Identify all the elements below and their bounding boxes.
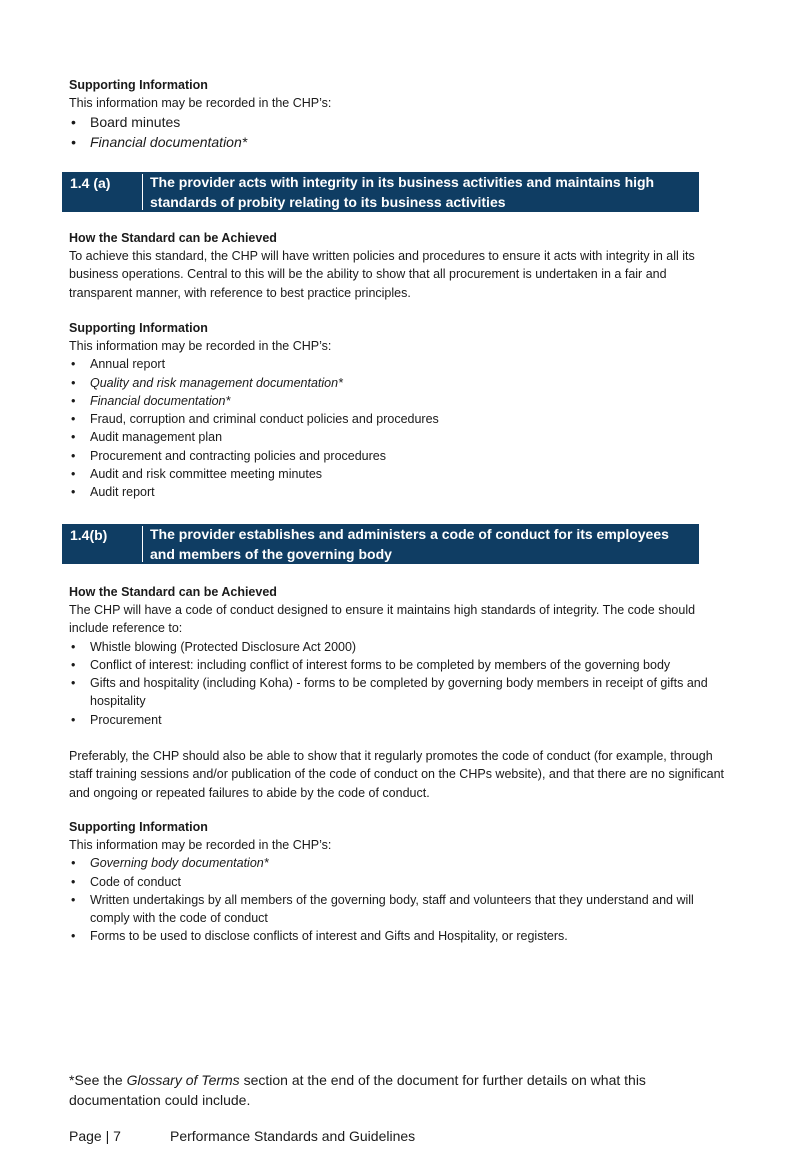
supporting-info-heading: Supporting Information (69, 321, 208, 335)
how-achieved-text: The CHP will have a code of conduct designed to ensure it maintains high standards of integrity. The code should include reference to: (69, 603, 696, 636)
list-item: • Procurement and contracting policies and procedures (69, 447, 729, 465)
supporting-info-intro: This information may be recorded in the CHP’s: (69, 838, 332, 852)
supporting-info-1-4-b (69, 818, 729, 946)
list-item: • Written undertakings by all members of the governing body, staff and volunteers that they understand and will comply with the code of conduct (69, 891, 729, 928)
promotion-paragraph: Preferably, the CHP should also be able to show that it regularly promotes the code of conduct (for example, through staff training sessions and/or publication of the code of conduct on the CHPs website), and that there are no significant and ongoing or repeated failures to abide by the code of conduct. (69, 749, 725, 800)
list-item: • Quality and risk management documentation* (69, 374, 729, 392)
section-header-1-4-b (62, 524, 699, 564)
footnote-text: section at the end of the document for further details on what this documentation could include. (69, 1072, 646, 1108)
page-footer (69, 1126, 416, 1146)
list-item: • Audit and risk committee meeting minutes (69, 465, 729, 483)
supporting-info-list (69, 854, 729, 945)
section-header-1-4-a (62, 172, 699, 212)
section-divider (142, 174, 143, 210)
list-item: • Forms to be used to disclose conflicts of interest and Gifts and Hospitality, or registers. (69, 927, 729, 945)
list-item: • Audit management plan (69, 428, 729, 446)
page-number: Page | 7 (69, 1128, 121, 1144)
list-item: • Code of conduct (69, 873, 729, 891)
list-item: • Financial documentation* (69, 132, 729, 152)
how-achieved-1-4-b (69, 583, 729, 802)
supporting-info-list (69, 355, 729, 501)
document-title: Performance Standards and Guidelines (170, 1128, 416, 1144)
section-divider (142, 526, 143, 562)
glossary-footnote (69, 1070, 729, 1110)
supporting-info-top (69, 76, 729, 152)
how-achieved-text: To achieve this standard, the CHP will have written policies and procedures to ensure it acts with integrity in all its business operations. Central to this will be the ability to show that all procurement is undertaken in a fair and transparent manner, with reference to best practice principles. (69, 249, 695, 300)
how-achieved-heading: How the Standard can be Achieved (69, 585, 277, 599)
supporting-info-heading: Supporting Information (69, 820, 208, 834)
list-item: • Procurement (69, 711, 729, 729)
section-title: The provider establishes and administers a code of conduct for its employees and members of the governing body (150, 526, 669, 562)
glossary-reference: Glossary of Terms (126, 1072, 240, 1088)
supporting-info-heading: Supporting Information (69, 78, 208, 92)
section-number: 1.4 (a) (70, 175, 111, 191)
how-achieved-1-4-a (69, 229, 729, 302)
list-item: • Gifts and hospitality (including Koha) - forms to be completed by governing body members in receipt of gifts and hospitality (69, 674, 729, 711)
list-item: • Fraud, corruption and criminal conduct policies and procedures (69, 410, 729, 428)
list-item: • Whistle blowing (Protected Disclosure Act 2000) (69, 638, 729, 656)
section-title: The provider acts with integrity in its business activities and maintains high standards of probity relating to its business activities (150, 174, 655, 210)
how-achieved-heading: How the Standard can be Achieved (69, 231, 277, 245)
list-item: • Annual report (69, 355, 729, 373)
supporting-info-intro: This information may be recorded in the CHP’s: (69, 339, 332, 353)
list-item: • Financial documentation* (69, 392, 729, 410)
list-item: • Board minutes (69, 112, 729, 132)
list-item: • Governing body documentation* (69, 854, 729, 872)
supporting-info-intro: This information may be recorded in the CHP’s: (69, 96, 332, 110)
supporting-info-list (69, 112, 729, 152)
footnote-text: *See the (69, 1072, 127, 1088)
code-of-conduct-list (69, 638, 729, 729)
list-item: • Conflict of interest: including conflict of interest forms to be completed by members of the governing body (69, 656, 729, 674)
supporting-info-1-4-a (69, 319, 729, 502)
section-number: 1.4(b) (70, 527, 108, 543)
list-item: • Audit report (69, 483, 729, 501)
